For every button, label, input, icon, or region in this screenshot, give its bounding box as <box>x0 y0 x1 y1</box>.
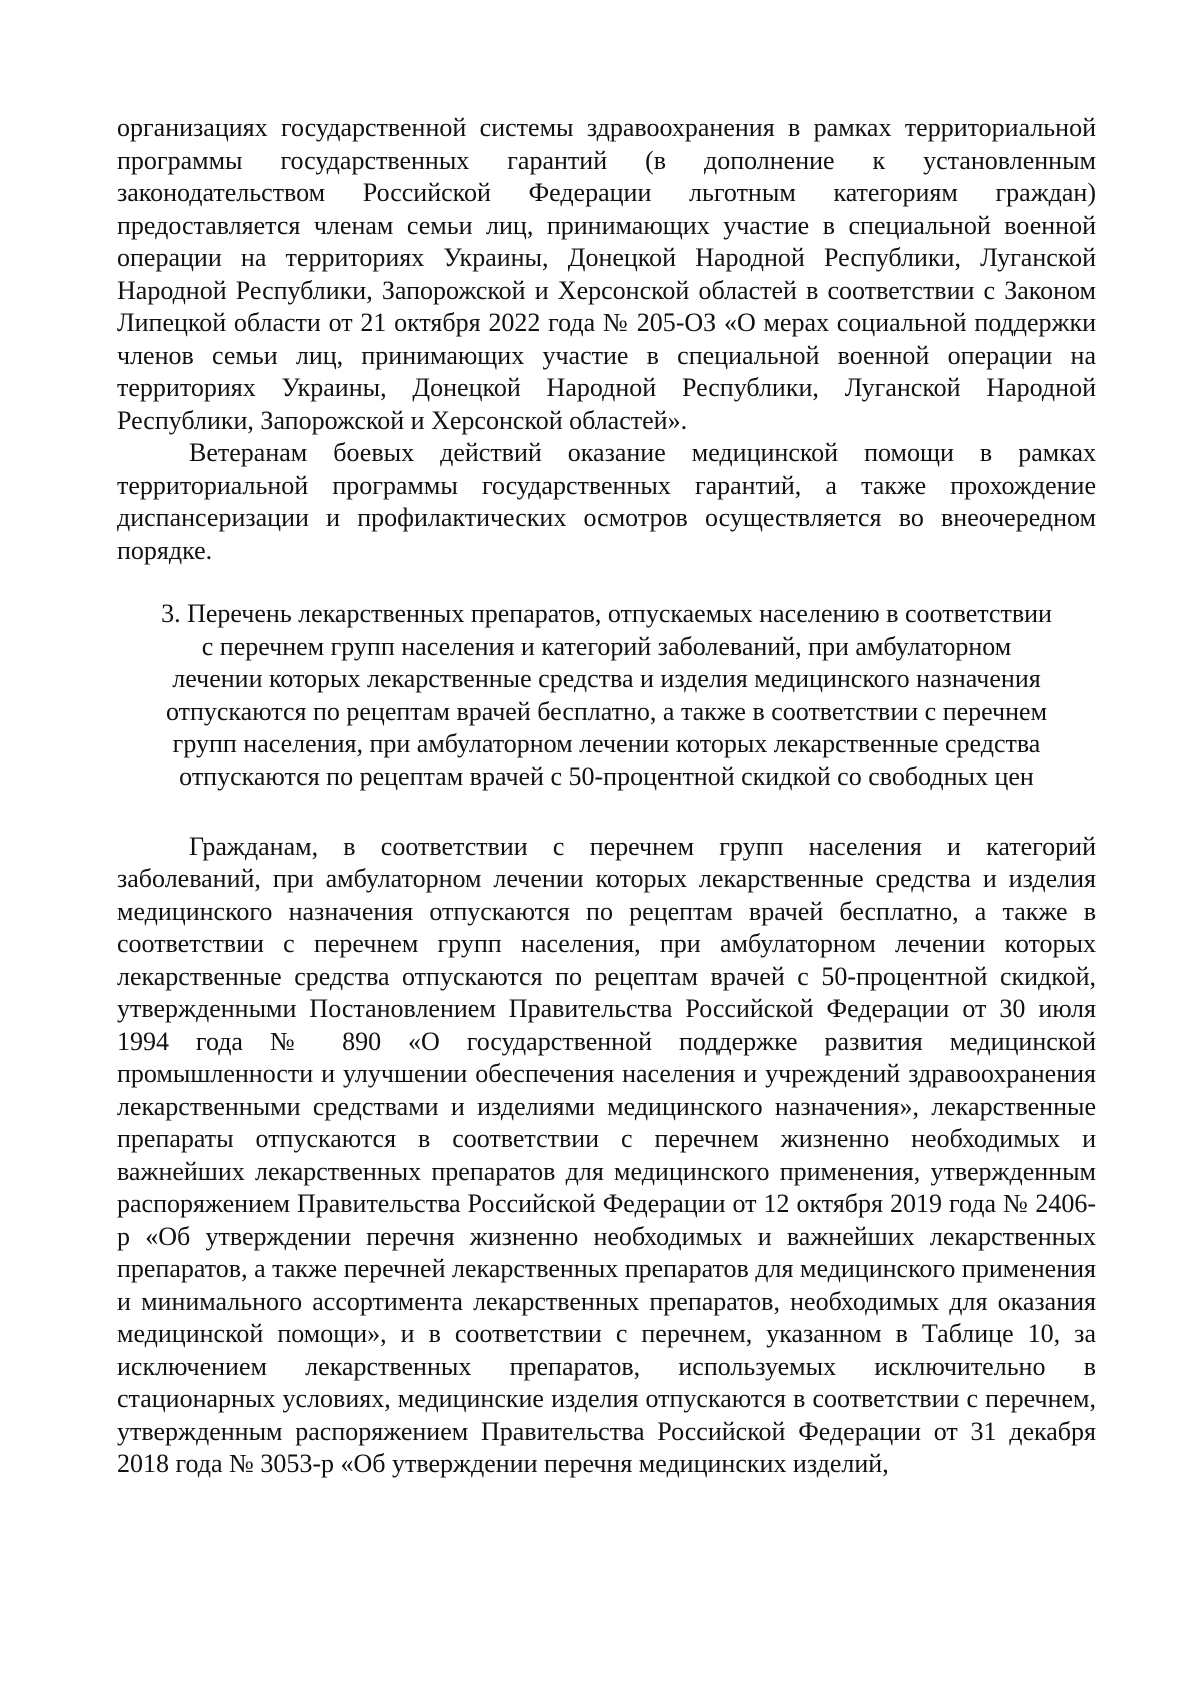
spacer <box>117 567 1096 598</box>
section-heading-line: групп населения, при амбулаторном лечении которых лекарственные средства <box>172 729 1041 759</box>
section-heading-line: с перечнем групп населения и категорий заболеваний, при амбулаторном <box>201 631 1012 661</box>
section-heading-line: отпускаются по рецептам врачей с 50-процентной скидкой со свободных цен <box>179 761 1034 791</box>
section-heading-line: отпускаются по рецептам врачей бесплатно, а также в соответствии с перечнем <box>165 696 1048 726</box>
document-page <box>117 112 1096 1481</box>
paragraph-drug-provision: Гражданам, в соответствии с перечнем групп населения и категорий заболеваний, при амбулаторном лечении которых лекарственные средства и изделия медицинского назначения отпускаются по рецептам врачей бесплатно, а также в соответствии с перечнем групп населения, при амбулаторном лечении которых лекарственные средства отпускаются по рецептам врачей с 50-процентной скидкой, утвержденными Постановлением Правительства Российской Федерации от 30 июля 1994 года № 890 «О государственной поддержке развития медицинской промышленности и улучшении обеспечения населения и учреждений здравоохранения лекарственными средствами и изделиями медицинского назначения», лекарственные препараты отпускаются в соответствии с перечнем жизненно необходимых и важнейших лекарственных препаратов для медицинского применения, утвержденным распоряжением Правительства Российской Федерации от 12 октября 2019 года № 2406-р «Об утверждении перечня жизненно необходимых и важнейших лекарственных препаратов, а также перечней лекарственных препаратов для медицинского применения и минимального ассортимента лекарственных препаратов, необходимых для оказания медицинской помощи», и в соответствии с перечнем, указанном в Таблице 10, за исключением лекарственных препаратов, используемых исключительно в стационарных условиях, медицинские изделия отпускаются в соответствии с перечнем, утвержденным распоряжением Правительства Российской Федерации от 31 декабря 2018 года № 3053-р «Об утверждении перечня медицинских изделий, <box>117 831 1096 1479</box>
section-heading <box>117 598 1096 794</box>
spacer <box>117 794 1096 831</box>
section-heading-line: 3. Перечень лекарственных препаратов, отпускаемых населению в соответствии <box>161 599 1052 628</box>
section-heading-line: лечении которых лекарственные средства и изделия медицинского назначения <box>172 664 1041 694</box>
paragraph-svo-family-support: организациях государственной системы здравоохранения в рамках территориальной программы государственных гарантий (в дополнение к установленным законодательством Российской Федерации льготным категориям граждан) предоставляется членам семьи лиц, принимающих участие в специальной военной операции на территориях Украины, Донецкой Народной Республики, Луганской Народной Республики, Запорожской и Херсонской областей в соответствии с Законом Липецкой области от 21 октября 2022 года № 205-ОЗ «О мерах социальной поддержки членов семьи лиц, принимающих участие в специальной военной операции на территориях Украины, Донецкой Народной Республики, Луганской Народной Республики, Запорожской и Херсонской областей». <box>117 113 1096 435</box>
paragraph-combat-veterans: Ветеранам боевых действий оказание медицинской помощи в рамках территориальной программы государственных гарантий, а также прохождение диспансеризации и профилактических осмотров осуществляется во внеочередном порядке. <box>117 438 1096 565</box>
